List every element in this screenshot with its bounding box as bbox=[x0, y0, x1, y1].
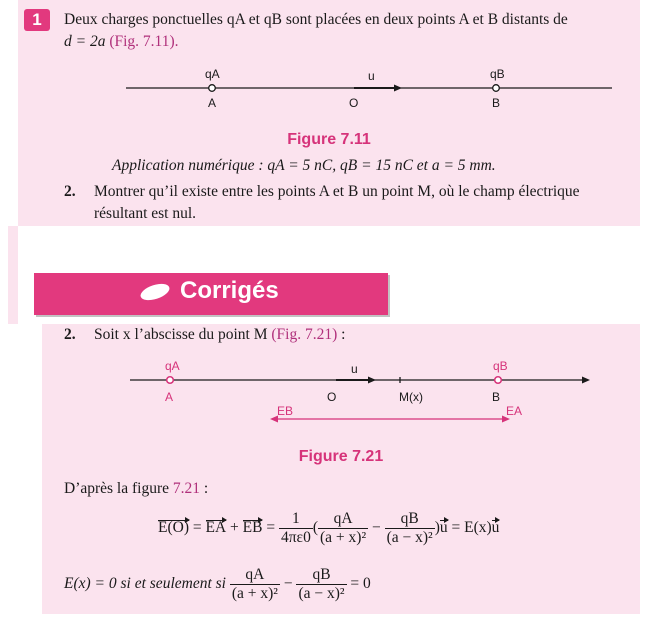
point-B-marker-2 bbox=[495, 377, 502, 384]
field-equation bbox=[158, 510, 499, 547]
apres-la-figure bbox=[64, 478, 208, 500]
condition-qA-num: qA bbox=[230, 566, 280, 585]
eq1-open-paren: ( bbox=[312, 519, 318, 537]
exercise-number-badge: 1 bbox=[24, 9, 50, 31]
label-EB: EB bbox=[277, 404, 294, 418]
label-EA: EA bbox=[506, 404, 523, 418]
condition-qA-den: (a + x)² bbox=[231, 585, 278, 602]
label-qA-2: qA bbox=[165, 359, 180, 373]
question-2-line2: résultant est nul. bbox=[94, 205, 197, 222]
coef-fraction bbox=[279, 510, 313, 547]
eq1-equals-2: = bbox=[266, 519, 276, 537]
label-M: M(x) bbox=[399, 390, 423, 404]
label-qB: qB bbox=[490, 67, 505, 81]
vec-u-2: u bbox=[491, 519, 500, 537]
corriges-title: Corrigés bbox=[180, 277, 279, 304]
label-qB-2: qB bbox=[493, 359, 508, 373]
label-A: A bbox=[208, 96, 217, 110]
corrige-q2-statement: Soit x l’abscisse du point M bbox=[94, 326, 268, 343]
condition-text: E(x) = 0 si et seulement si bbox=[64, 575, 226, 593]
vec-E-O: E(O) bbox=[158, 519, 189, 537]
coef-denominator: 4πε0 bbox=[280, 529, 311, 546]
distance-expression: d = 2a bbox=[64, 33, 106, 50]
eq1-equals-1: = bbox=[192, 519, 202, 537]
figure-7-21-caption: Figure 7.21 bbox=[298, 448, 384, 465]
eq1-rhs: = E(x) bbox=[451, 519, 492, 537]
fraction-qA-den: (a + x)² bbox=[320, 529, 367, 546]
condition-qB-num: qB bbox=[296, 566, 346, 585]
fraction-qB bbox=[385, 510, 435, 547]
label-u-2: u bbox=[351, 362, 358, 376]
exercise-intro: Deux charges ponctuelles qA et qB sont placées en deux points A et B distants de bbox=[64, 11, 568, 28]
vec-u: u bbox=[439, 519, 448, 537]
label-A-2: A bbox=[165, 390, 174, 404]
label-O: O bbox=[349, 96, 359, 110]
question-2-line1: Montrer qu’il existe entre les points A et B un point M, où le champ électrique bbox=[94, 183, 580, 200]
condition-minus: − bbox=[283, 575, 293, 593]
application-numerique: Application numérique : qA = 5 nC, qB = 15 nC et a = 5 mm. bbox=[112, 157, 496, 174]
condition-rhs: = 0 bbox=[350, 575, 371, 593]
unit-vector-arrowhead-2 bbox=[368, 377, 376, 384]
fraction-qA-num: qA bbox=[318, 510, 368, 529]
fraction-qB-den: (a − x)² bbox=[386, 529, 433, 546]
eq1-close-paren: ) bbox=[434, 519, 440, 537]
corrige-q2-colon: : bbox=[337, 326, 346, 343]
fig-7-21-link[interactable]: (Fig. 7.21) bbox=[271, 326, 338, 343]
label-qA: qA bbox=[205, 67, 220, 81]
question-2-number: 2. bbox=[64, 183, 76, 200]
axis-arrowhead bbox=[582, 377, 590, 384]
point-A-marker-2 bbox=[167, 377, 174, 384]
figure-7-11-caption: Figure 7.11 bbox=[287, 131, 371, 148]
vec-EA: EA bbox=[205, 519, 227, 537]
fig-7-11-link[interactable]: (Fig. 7.11). bbox=[109, 33, 179, 50]
label-u: u bbox=[368, 69, 375, 83]
fraction-qB-num: qB bbox=[385, 510, 435, 529]
label-B: B bbox=[492, 96, 501, 110]
corrige-question-2-number: 2. bbox=[64, 326, 76, 343]
eq1-plus: + bbox=[230, 519, 239, 537]
fig-7-21-link-2[interactable]: 7.21 bbox=[172, 480, 201, 497]
apres-colon: : bbox=[200, 480, 209, 497]
condition-qB-den: (a − x)² bbox=[298, 585, 345, 602]
label-O-2: O bbox=[327, 390, 337, 404]
label-B-2: B bbox=[492, 390, 501, 404]
null-field-condition bbox=[64, 566, 371, 603]
condition-fraction-qB bbox=[296, 566, 346, 603]
vec-EB: EB bbox=[242, 519, 263, 537]
condition-fraction-qA bbox=[230, 566, 280, 603]
coef-numerator: 1 bbox=[279, 510, 313, 529]
fraction-qA bbox=[318, 510, 368, 547]
apres-text: D’après la figure bbox=[64, 480, 170, 497]
eq1-minus: − bbox=[371, 519, 381, 537]
